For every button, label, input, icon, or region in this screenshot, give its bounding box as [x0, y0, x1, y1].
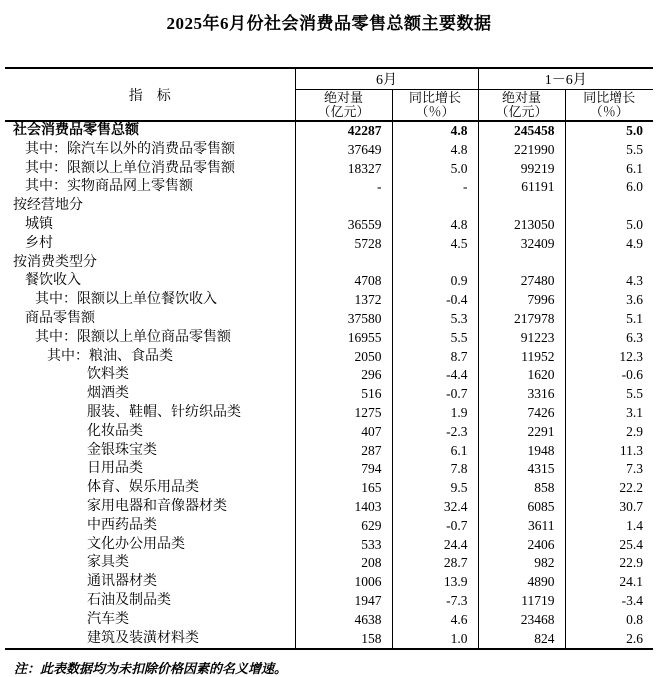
cum-growth-cell: 2.9	[565, 423, 653, 442]
cum-absolute-cell: 3316	[478, 385, 565, 404]
row-label: 其中：粮油、食品类	[47, 348, 173, 364]
june-growth-cell: 13.9	[392, 573, 478, 592]
june-growth-cell: 5.0	[392, 160, 478, 179]
june-absolute-cell: 208	[295, 554, 392, 573]
june-absolute-cell: 5728	[295, 235, 392, 254]
table-row	[5, 517, 653, 536]
cum-growth-cell: 1.4	[565, 517, 653, 536]
june-growth-cell: 32.4	[392, 498, 478, 517]
june-growth-cell: 4.8	[392, 121, 478, 141]
table-row	[5, 479, 653, 498]
column-header-indicator: 指 标	[5, 68, 295, 121]
absolute-label: 绝对量	[323, 90, 363, 105]
table-row	[5, 348, 653, 367]
june-growth-cell: -0.7	[392, 385, 478, 404]
row-label: 家具类	[87, 555, 129, 571]
row-label: 餐饮收入	[25, 273, 81, 289]
june-growth-cell: -0.4	[392, 291, 478, 310]
row-label: 日用品类	[87, 461, 143, 477]
row-label: 饮料类	[87, 367, 129, 383]
june-growth-cell	[392, 197, 478, 216]
june-growth-cell: 9.5	[392, 479, 478, 498]
table-row	[5, 329, 653, 348]
june-absolute-cell: 4638	[295, 611, 392, 630]
cum-absolute-cell: 221990	[478, 141, 565, 160]
june-growth-cell: 1.0	[392, 630, 478, 650]
column-group-jan-june: 1－6月	[478, 68, 653, 90]
row-label: 化妆品类	[87, 423, 143, 439]
table-row	[5, 235, 653, 254]
growth-unit: （％）	[415, 104, 455, 119]
row-label: 文化办公用品类	[87, 536, 185, 552]
cum-growth-cell: 6.1	[565, 160, 653, 179]
table-row	[5, 160, 653, 179]
june-absolute-cell: 18327	[295, 160, 392, 179]
june-growth-cell: 24.4	[392, 536, 478, 555]
june-absolute-cell: 533	[295, 536, 392, 555]
row-label: 服装、鞋帽、针纺织品类	[87, 404, 241, 420]
column-header-june-absolute	[295, 90, 392, 122]
cum-growth-cell: 7.3	[565, 460, 653, 479]
header-row-groups	[5, 68, 653, 90]
cum-growth-cell: 12.3	[565, 348, 653, 367]
cum-growth-cell: 11.3	[565, 442, 653, 461]
cum-absolute-cell	[478, 254, 565, 273]
table-row	[5, 197, 653, 216]
row-label: 城镇	[25, 216, 53, 232]
june-growth-cell	[392, 254, 478, 273]
retail-sales-table	[5, 67, 653, 650]
june-absolute-cell: 4708	[295, 272, 392, 291]
table-row	[5, 423, 653, 442]
row-label: 家用电器和音像器材类	[87, 498, 227, 514]
row-label: 通讯器材类	[87, 574, 157, 590]
column-group-june: 6月	[295, 68, 478, 90]
table-row	[5, 272, 653, 291]
cum-absolute-cell: 91223	[478, 329, 565, 348]
cum-absolute-cell: 2406	[478, 536, 565, 555]
june-absolute-cell	[295, 254, 392, 273]
table-row	[5, 310, 653, 329]
cum-growth-cell: 3.6	[565, 291, 653, 310]
june-absolute-cell: -	[295, 178, 392, 197]
cum-absolute-cell	[478, 197, 565, 216]
cum-growth-cell: 22.9	[565, 554, 653, 573]
table-row	[5, 141, 653, 160]
cum-growth-cell: -0.6	[565, 366, 653, 385]
row-label: 建筑及装潢材料类	[87, 630, 199, 646]
june-absolute-cell: 1947	[295, 592, 392, 611]
cum-growth-cell: 2.6	[565, 630, 653, 650]
absolute-label: 绝对量	[501, 90, 541, 105]
june-growth-cell: 5.5	[392, 329, 478, 348]
table-row	[5, 630, 653, 650]
cum-absolute-cell: 213050	[478, 216, 565, 235]
column-header-june-growth	[392, 90, 478, 122]
absolute-unit: （亿元）	[495, 104, 548, 119]
cum-growth-cell: 5.5	[565, 385, 653, 404]
table-row	[5, 554, 653, 573]
row-label: 商品零售额	[25, 310, 95, 326]
row-label: 其中：除汽车以外的消费品零售额	[25, 141, 235, 157]
row-label: 其中：实物商品网上零售额	[25, 179, 193, 195]
table-row	[5, 442, 653, 461]
cum-growth-cell: 30.7	[565, 498, 653, 517]
cum-absolute-cell: 27480	[478, 272, 565, 291]
row-label: 社会消费品零售总额	[13, 123, 139, 138]
cum-growth-cell: 22.2	[565, 479, 653, 498]
june-absolute-cell: 2050	[295, 348, 392, 367]
cum-absolute-cell: 858	[478, 479, 565, 498]
row-label: 烟酒类	[87, 386, 129, 402]
cum-growth-cell: 25.4	[565, 536, 653, 555]
growth-label: 同比增长	[583, 90, 636, 105]
june-absolute-cell: 296	[295, 366, 392, 385]
table-row	[5, 573, 653, 592]
cum-absolute-cell: 32409	[478, 235, 565, 254]
page-title: 2025年6月份社会消费品零售总额主要数据	[166, 14, 492, 33]
cum-absolute-cell: 217978	[478, 310, 565, 329]
absolute-unit: （亿元）	[317, 104, 370, 119]
cum-absolute-cell: 245458	[478, 121, 565, 141]
cum-growth-cell: 6.0	[565, 178, 653, 197]
june-absolute-cell: 165	[295, 479, 392, 498]
row-label: 金银珠宝类	[87, 442, 157, 458]
june-absolute-cell: 407	[295, 423, 392, 442]
june-absolute-cell: 1403	[295, 498, 392, 517]
cum-growth-cell: 5.5	[565, 141, 653, 160]
june-growth-cell: -4.4	[392, 366, 478, 385]
cum-absolute-cell: 23468	[478, 611, 565, 630]
row-label: 其中：限额以上单位商品零售额	[35, 329, 231, 345]
cum-growth-cell: 24.1	[565, 573, 653, 592]
cum-absolute-cell: 982	[478, 554, 565, 573]
cum-growth-cell: 6.3	[565, 329, 653, 348]
row-label: 其中：限额以上单位餐饮收入	[35, 292, 217, 308]
cum-absolute-cell: 99219	[478, 160, 565, 179]
table-row	[5, 611, 653, 630]
table-row	[5, 404, 653, 423]
june-growth-cell: 4.6	[392, 611, 478, 630]
column-header-cum-growth	[565, 90, 653, 122]
cum-absolute-cell: 1948	[478, 442, 565, 461]
cum-absolute-cell: 4315	[478, 460, 565, 479]
growth-label: 同比增长	[408, 90, 461, 105]
june-absolute-cell: 158	[295, 630, 392, 650]
table-row	[5, 592, 653, 611]
cum-absolute-cell: 7996	[478, 291, 565, 310]
row-label: 乡村	[25, 235, 53, 251]
table-row	[5, 366, 653, 385]
cum-growth-cell: 5.0	[565, 216, 653, 235]
row-label: 中西药品类	[87, 517, 157, 533]
june-absolute-cell: 16955	[295, 329, 392, 348]
footnote: 注：此表数据均为未扣除价格因素的名义增速。	[14, 661, 288, 677]
june-growth-cell: -7.3	[392, 592, 478, 611]
june-growth-cell: -2.3	[392, 423, 478, 442]
june-growth-cell: -0.7	[392, 517, 478, 536]
row-label: 汽车类	[87, 611, 129, 627]
row-label: 其中：限额以上单位消费品零售额	[25, 160, 235, 176]
june-absolute-cell: 37649	[295, 141, 392, 160]
table-row	[5, 291, 653, 310]
table-row	[5, 254, 653, 273]
june-growth-cell: 6.1	[392, 442, 478, 461]
cum-growth-cell: 0.8	[565, 611, 653, 630]
june-absolute-cell: 794	[295, 460, 392, 479]
cum-growth-cell: 4.9	[565, 235, 653, 254]
table-row	[5, 536, 653, 555]
table-body	[5, 121, 653, 649]
june-absolute-cell: 629	[295, 517, 392, 536]
june-absolute-cell: 36559	[295, 216, 392, 235]
cum-growth-cell: 5.0	[565, 121, 653, 141]
cum-absolute-cell: 3611	[478, 517, 565, 536]
row-label: 体育、娱乐用品类	[87, 480, 199, 496]
june-growth-cell: 4.8	[392, 216, 478, 235]
june-growth-cell: 5.3	[392, 310, 478, 329]
cum-growth-cell: 3.1	[565, 404, 653, 423]
june-growth-cell: 4.8	[392, 141, 478, 160]
june-absolute-cell: 1372	[295, 291, 392, 310]
row-label: 按经营地分	[13, 198, 83, 214]
cum-absolute-cell: 2291	[478, 423, 565, 442]
june-growth-cell: 7.8	[392, 460, 478, 479]
column-header-cum-absolute	[478, 90, 565, 122]
row-label: 石油及制品类	[87, 592, 171, 608]
cum-growth-cell: -3.4	[565, 592, 653, 611]
table-row	[5, 460, 653, 479]
cum-absolute-cell: 11952	[478, 348, 565, 367]
june-absolute-cell: 516	[295, 385, 392, 404]
june-growth-cell: -	[392, 178, 478, 197]
cum-growth-cell: 5.1	[565, 310, 653, 329]
june-growth-cell: 4.5	[392, 235, 478, 254]
table-header	[5, 68, 653, 121]
cum-absolute-cell: 4890	[478, 573, 565, 592]
growth-unit: （％）	[589, 104, 629, 119]
june-absolute-cell	[295, 197, 392, 216]
june-absolute-cell: 1275	[295, 404, 392, 423]
table-row	[5, 121, 653, 141]
cum-growth-cell: 4.3	[565, 272, 653, 291]
cum-absolute-cell: 6085	[478, 498, 565, 517]
cum-growth-cell	[565, 197, 653, 216]
row-label: 按消费类型分	[13, 254, 97, 270]
cum-absolute-cell: 11719	[478, 592, 565, 611]
june-growth-cell: 1.9	[392, 404, 478, 423]
cum-absolute-cell: 824	[478, 630, 565, 650]
june-growth-cell: 28.7	[392, 554, 478, 573]
june-absolute-cell: 37580	[295, 310, 392, 329]
june-absolute-cell: 287	[295, 442, 392, 461]
june-absolute-cell: 42287	[295, 121, 392, 141]
cum-absolute-cell: 1620	[478, 366, 565, 385]
cum-absolute-cell: 61191	[478, 178, 565, 197]
cum-growth-cell	[565, 254, 653, 273]
table-row	[5, 178, 653, 197]
june-growth-cell: 8.7	[392, 348, 478, 367]
table-row	[5, 498, 653, 517]
june-growth-cell: 0.9	[392, 272, 478, 291]
table-row	[5, 385, 653, 404]
table-row	[5, 216, 653, 235]
june-absolute-cell: 1006	[295, 573, 392, 592]
cum-absolute-cell: 7426	[478, 404, 565, 423]
